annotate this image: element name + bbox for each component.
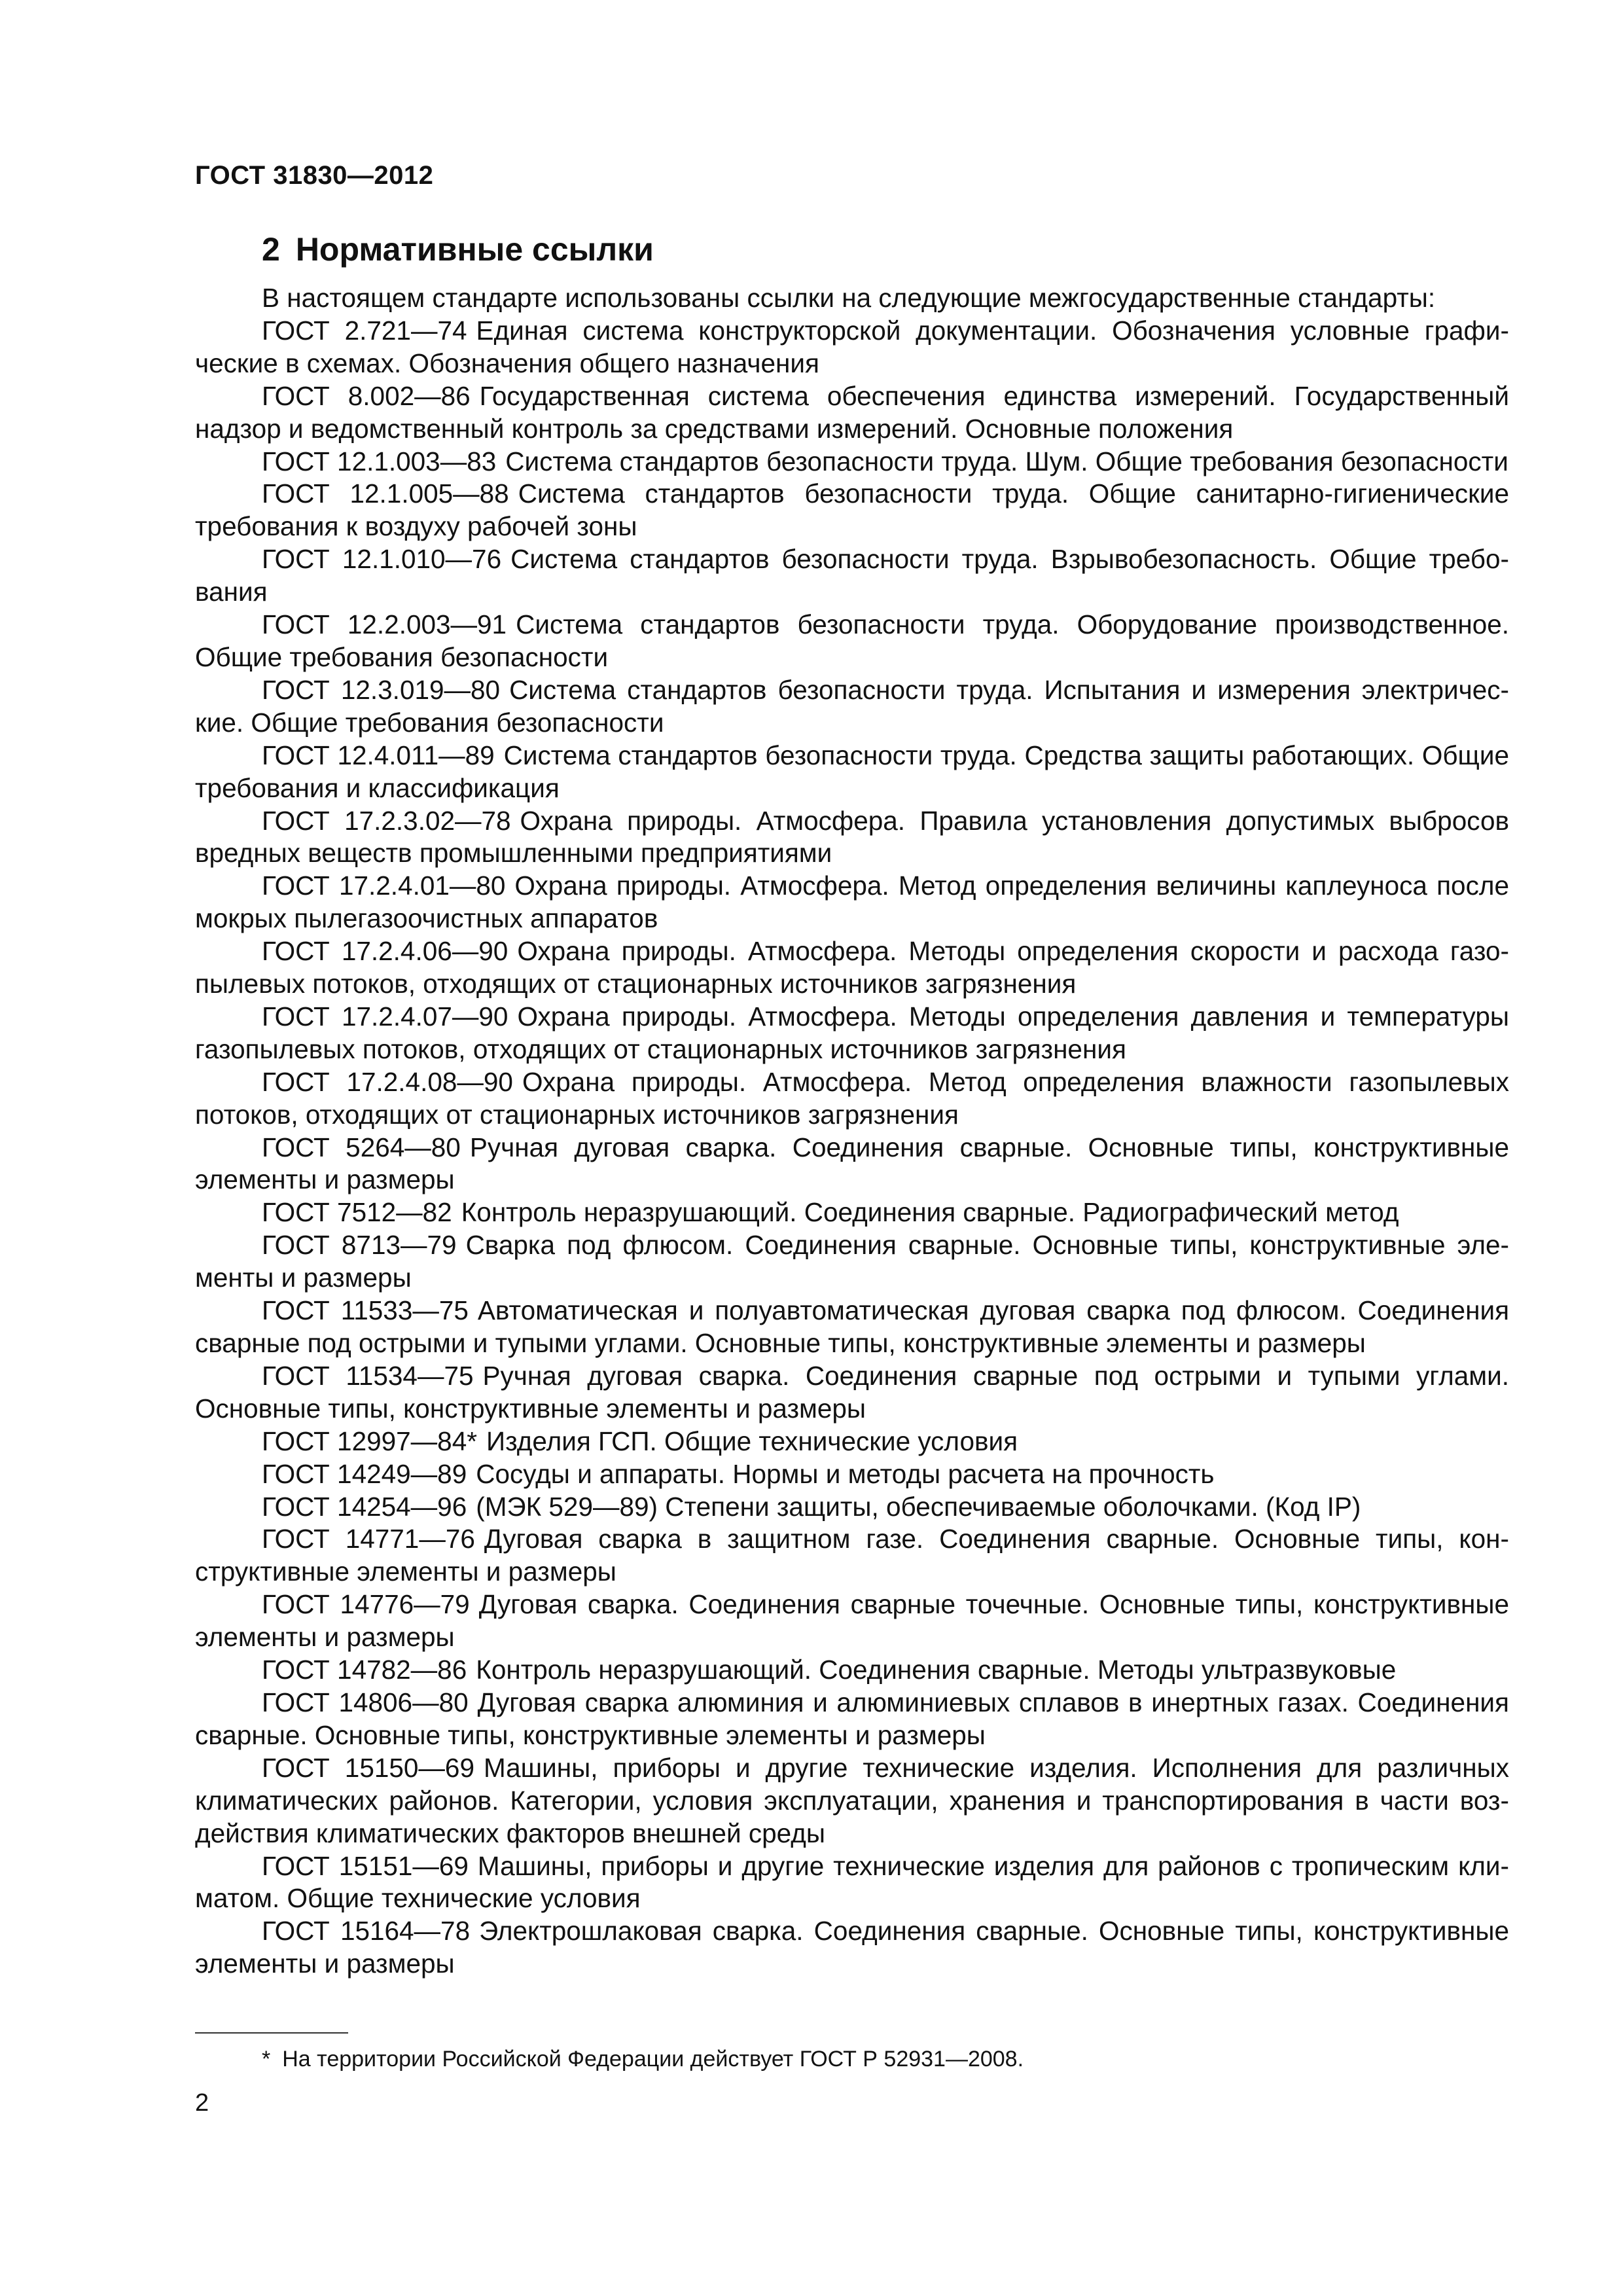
reference-item bbox=[195, 1295, 1509, 1360]
document-header: ГОСТ 31830—2012 bbox=[195, 161, 434, 190]
reference-item bbox=[195, 805, 1509, 870]
references-body bbox=[195, 282, 1509, 1981]
reference-code: ГОСТ 14782—86 bbox=[262, 1655, 467, 1685]
reference-text: Охрана природы. Атмосфера. Метод определения величины каплеуноса после мокрых пылегазоочистных аппаратов bbox=[195, 870, 1509, 934]
reference-item bbox=[195, 1915, 1509, 1981]
reference-code: ГОСТ 12.2.003—91 bbox=[262, 609, 507, 640]
reference-code: ГОСТ 12.1.010—76 bbox=[262, 544, 502, 575]
section-title-text: Нормативные ссылки bbox=[295, 231, 654, 268]
reference-text: Государственная система обеспечения единства измерений. Государственный надзор и ведомственный контроль за средствами измерений. Основные положения bbox=[195, 380, 1509, 444]
reference-text: Единая система конструкторской документации. Обозначения условные графические в схемах. Обозначения общего назначения bbox=[195, 315, 1509, 378]
reference-code: ГОСТ 11533—75 bbox=[262, 1295, 469, 1326]
reference-code: ГОСТ 17.2.4.07—90 bbox=[262, 1001, 508, 1031]
reference-item bbox=[195, 543, 1509, 609]
reference-item bbox=[195, 315, 1509, 380]
footnote bbox=[262, 2045, 1024, 2073]
reference-text: Изделия ГСП. Общие технические условия bbox=[486, 1426, 1018, 1456]
reference-item bbox=[195, 1752, 1509, 1850]
reference-text: Сосуды и аппараты. Нормы и методы расчета на прочность bbox=[476, 1458, 1215, 1489]
reference-text: Автоматическая и полуавтоматическая дуговая сварка под флюсом. Соединения сварные под острыми и тупыми углами. Основные типы, конструктивные элементы и размеры bbox=[195, 1295, 1510, 1358]
reference-text: Электрошлаковая сварка. Соединения сварные. Основные типы, конструктивные элементы и размеры bbox=[195, 1916, 1509, 1979]
reference-code: ГОСТ 15151—69 bbox=[262, 1850, 469, 1881]
reference-code: ГОСТ 17.2.4.08—90 bbox=[262, 1066, 513, 1097]
reference-text: Система стандартов безопасности труда. Средства защиты работающих. Общие требования и классификация bbox=[195, 740, 1509, 803]
reference-code: ГОСТ 12.1.005—88 bbox=[262, 478, 509, 509]
reference-text: Ручная дуговая сварка. Соединения сварные. Основные типы, конструктивные элементы и размеры bbox=[195, 1132, 1510, 1195]
reference-item bbox=[195, 1458, 1509, 1491]
reference-code: ГОСТ 8.002—86 bbox=[262, 380, 471, 411]
reference-code: ГОСТ 7512—82 bbox=[262, 1197, 452, 1228]
reference-item bbox=[195, 1066, 1509, 1132]
reference-code: ГОСТ 12997—84* bbox=[262, 1426, 477, 1456]
reference-code: ГОСТ 14776—79 bbox=[262, 1589, 470, 1620]
reference-item bbox=[195, 1850, 1509, 1916]
intro-paragraph: В настоящем стандарте использованы ссылки на следующие межгосударственные стандарты: bbox=[262, 283, 1436, 313]
reference-item bbox=[195, 1360, 1509, 1426]
reference-text: Дуговая сварка. Соединения сварные точечные. Основные типы, конструктивные элементы и размеры bbox=[195, 1589, 1509, 1653]
page-number: 2 bbox=[195, 2089, 209, 2117]
reference-code: ГОСТ 8713—79 bbox=[262, 1230, 457, 1261]
reference-item bbox=[195, 740, 1509, 805]
reference-code: ГОСТ 12.4.011—89 bbox=[262, 740, 495, 770]
reference-code: ГОСТ 14254—96 bbox=[262, 1491, 467, 1522]
reference-code: ГОСТ 14249—89 bbox=[262, 1458, 467, 1489]
reference-item bbox=[195, 1588, 1509, 1654]
reference-item bbox=[195, 935, 1509, 1001]
references-list bbox=[195, 315, 1509, 1981]
footnote-divider bbox=[195, 2032, 348, 2034]
reference-item bbox=[195, 1523, 1509, 1588]
reference-code: ГОСТ 14771—76 bbox=[262, 1524, 475, 1554]
reference-text: Система стандартов безопасности труда. Общие санитарно-гигиенические требования к воздуху рабочей зоны bbox=[195, 478, 1509, 542]
reference-item bbox=[195, 1196, 1509, 1229]
reference-code: ГОСТ 15150—69 bbox=[262, 1752, 474, 1783]
reference-item bbox=[195, 870, 1509, 935]
reference-item bbox=[195, 1654, 1509, 1687]
reference-code: ГОСТ 2.721—74 bbox=[262, 315, 467, 346]
reference-text: Охрана природы. Атмосфера. Методы определения скорости и расхода газопылевых потоков, отходящих от стационарных источников загрязнения bbox=[195, 936, 1509, 999]
footnote-text: На территории Российской Федерации действует ГОСТ Р 52931—2008. bbox=[282, 2047, 1024, 2072]
reference-text: Система стандартов безопасности труда. Испытания и измерения электрические. Общие требования безопасности bbox=[195, 674, 1509, 738]
reference-item bbox=[195, 478, 1509, 543]
reference-code: ГОСТ 17.2.4.01—80 bbox=[262, 870, 506, 901]
reference-code: ГОСТ 17.2.4.06—90 bbox=[262, 936, 508, 967]
reference-text: Дуговая сварка алюминия и алюминиевых сплавов в инертных газах. Соединения сварные. Основные типы, конструктивные элементы и размеры bbox=[195, 1687, 1509, 1750]
reference-item bbox=[195, 1426, 1509, 1458]
footnote-mark: * bbox=[262, 2047, 271, 2072]
reference-item bbox=[195, 609, 1509, 674]
reference-item bbox=[195, 446, 1509, 478]
reference-text: Машины, приборы и другие технические изделия для районов с тропическим климатом. Общие технические условия bbox=[195, 1850, 1509, 1914]
reference-text: Охрана природы. Атмосфера. Метод определения влажности газопылевых потоков, отходящих от стационарных источников загрязнения bbox=[195, 1066, 1509, 1130]
reference-text: (МЭК 529—89) Степени защиты, обеспечиваемые оболочками. (Код IP) bbox=[476, 1491, 1361, 1522]
reference-item bbox=[195, 1001, 1509, 1066]
section-title bbox=[262, 230, 654, 268]
reference-text: Система стандартов безопасности труда. Шум. Общие требования безопасности bbox=[505, 446, 1508, 476]
reference-item bbox=[195, 1229, 1509, 1295]
reference-item bbox=[195, 1132, 1509, 1197]
reference-code: ГОСТ 12.3.019—80 bbox=[262, 674, 501, 705]
reference-text: Ручная дуговая сварка. Соединения сварные под острыми и тупыми углами. Основные типы, конструктивные элементы и размеры bbox=[195, 1360, 1509, 1424]
reference-item bbox=[195, 380, 1509, 446]
reference-item bbox=[195, 674, 1509, 740]
reference-code: ГОСТ 17.2.3.02—78 bbox=[262, 805, 511, 836]
reference-text: Машины, приборы и другие технические изделия. Исполнения для различных климатических районов. Категории, условия эксплуатации, хранения и транспортирования в части воздействия климатических факторов внешней среды bbox=[195, 1752, 1509, 1848]
section-number: 2 bbox=[262, 231, 280, 268]
reference-text: Система стандартов безопасности труда. Оборудование производственное. Общие требования безопасности bbox=[195, 609, 1509, 672]
reference-code: ГОСТ 12.1.003—83 bbox=[262, 446, 497, 476]
reference-code: ГОСТ 5264—80 bbox=[262, 1132, 461, 1162]
reference-item bbox=[195, 1491, 1509, 1524]
reference-text: Дуговая сварка в защитном газе. Соединения сварные. Основные типы, конструктивные элементы и размеры bbox=[195, 1524, 1509, 1587]
reference-code: ГОСТ 15164—78 bbox=[262, 1916, 471, 1946]
reference-text: Контроль неразрушающий. Соединения сварные. Радиографический метод bbox=[461, 1197, 1399, 1228]
reference-text: Охрана природы. Атмосфера. Методы определения давления и температуры газопылевых потоков, отходящих от стационарных источников загрязнения bbox=[195, 1001, 1509, 1064]
reference-code: ГОСТ 14806—80 bbox=[262, 1687, 469, 1717]
reference-text: Контроль неразрушающий. Соединения сварные. Методы ультразвуковые bbox=[476, 1655, 1397, 1685]
reference-item bbox=[195, 1687, 1509, 1752]
reference-text: Сварка под флюсом. Соединения сварные. Основные типы, конструктивные элементы и размеры bbox=[195, 1230, 1510, 1293]
reference-code: ГОСТ 11534—75 bbox=[262, 1360, 474, 1391]
reference-text: Система стандартов безопасности труда. Взрывобезопасность. Общие требования bbox=[195, 544, 1509, 607]
reference-text: Охрана природы. Атмосфера. Правила установления допустимых выбросов вредных веществ промышленными предприятиями bbox=[195, 805, 1509, 869]
